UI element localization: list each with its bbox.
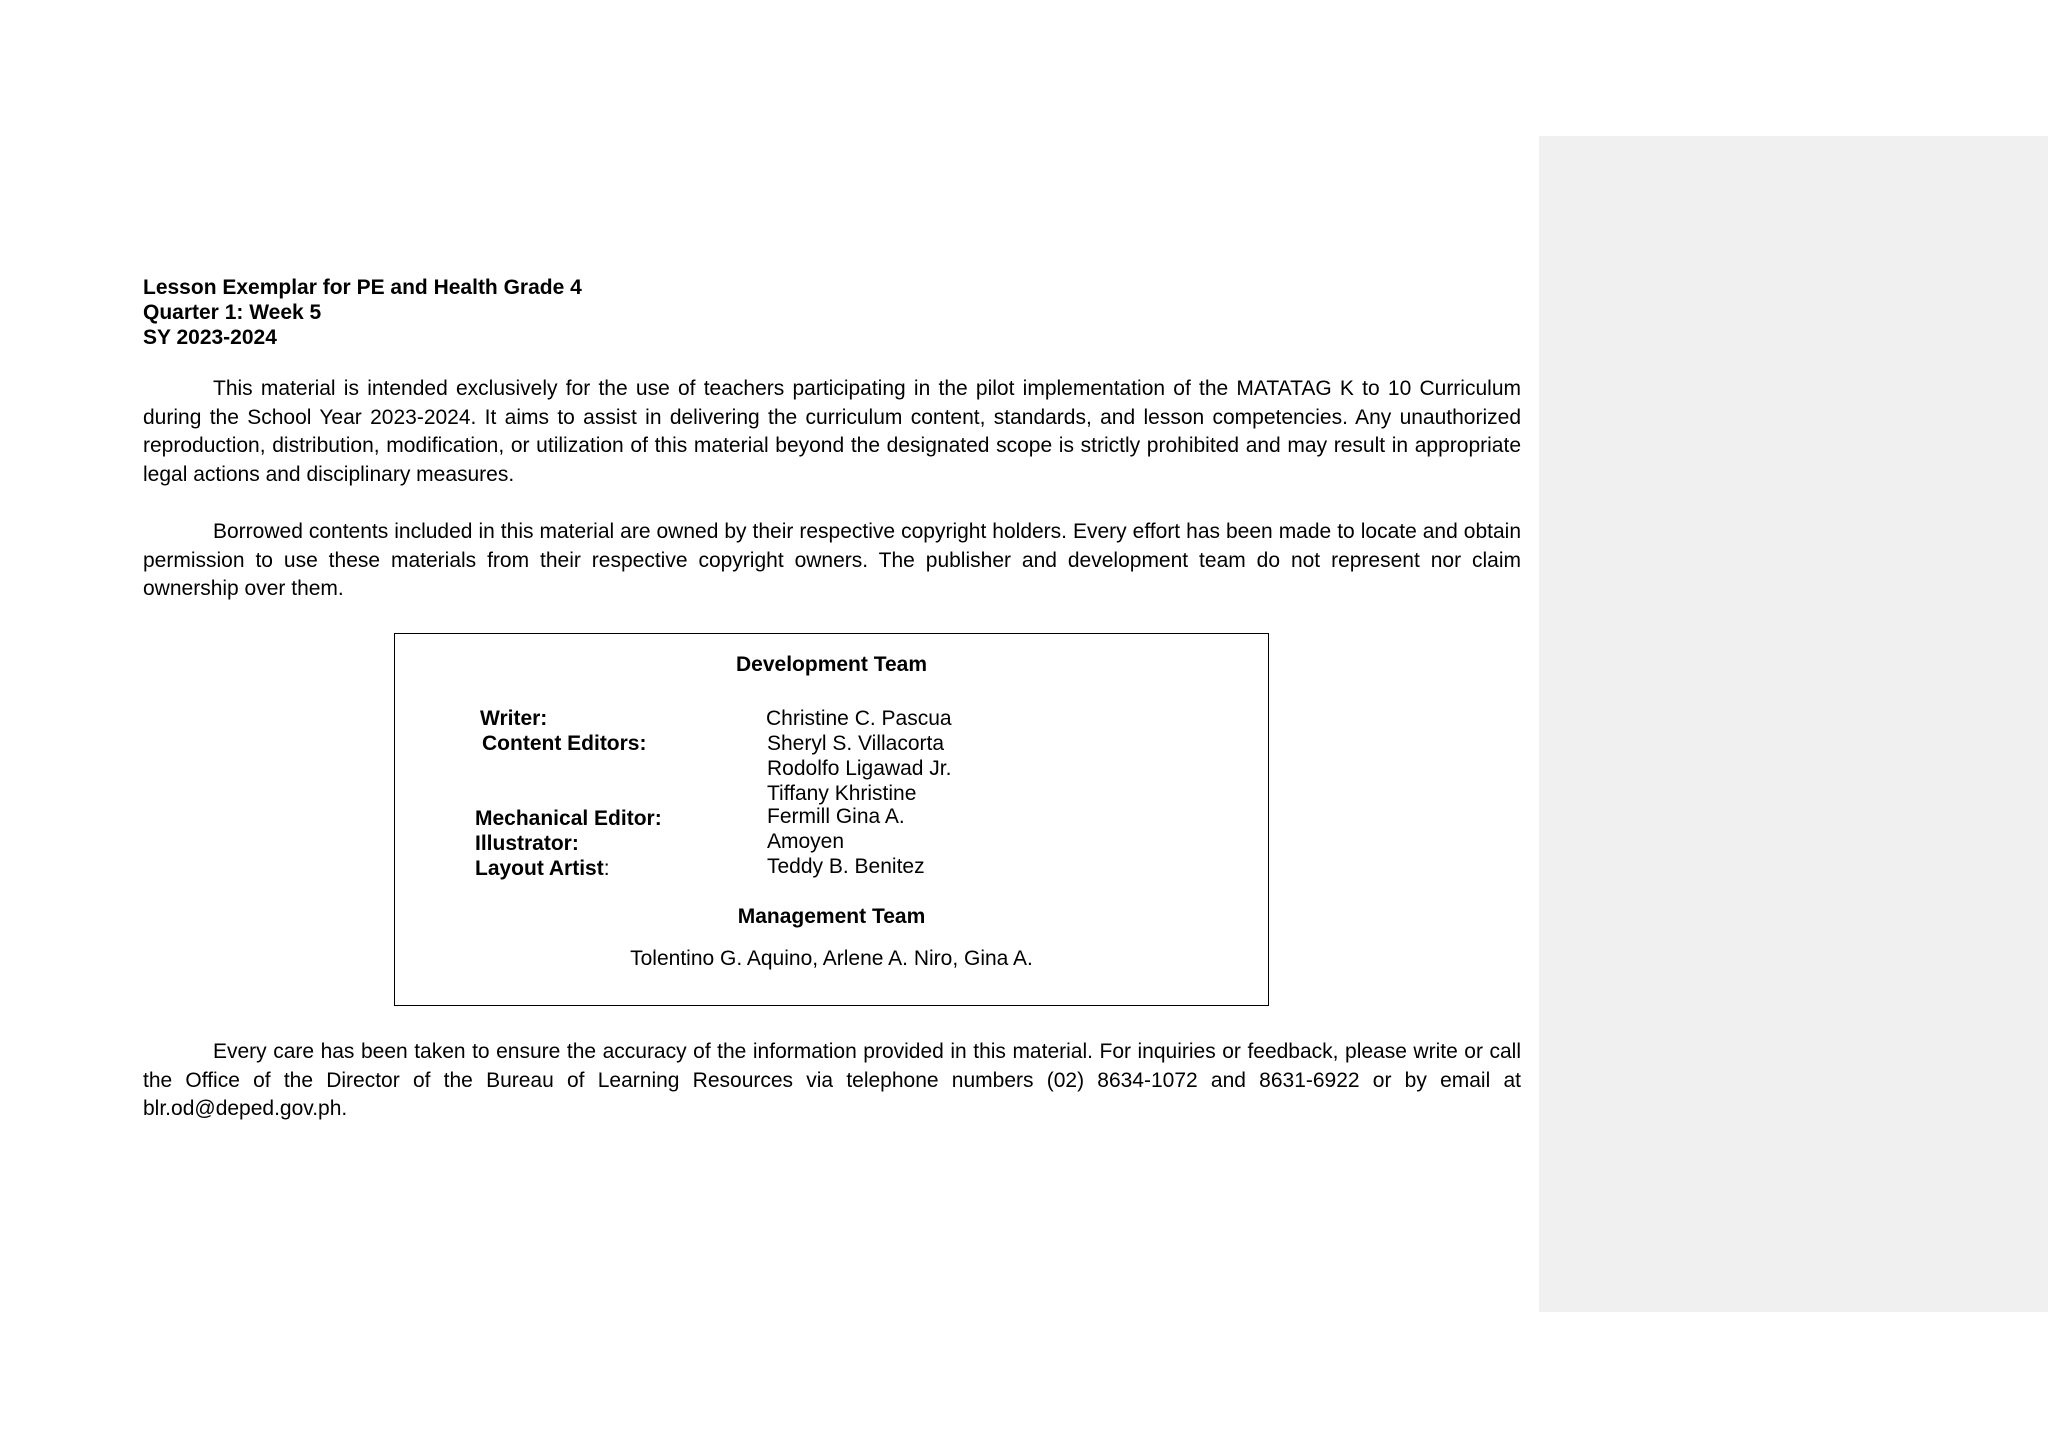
management-team-heading: Management Team [737,905,926,928]
layout-artist-label [475,857,610,881]
school-year: SY 2023-2024 [143,326,277,349]
document-header [143,275,582,350]
document-title: Lesson Exemplar for PE and Health Grade 4 [143,276,582,299]
content-editor-name: Sheryl S. Villacorta [767,732,945,755]
illustrator-name: Amoyen [767,830,845,853]
writer-name: Christine C. Pascua [766,707,952,730]
development-team-heading: Development Team [736,653,927,676]
contact-paragraph: Every care has been taken to ensure the accuracy of the information provided in this material. For inquiries or feedback, please write or call the Office of the Director of the Bureau of Learning Resources via telephone numbers (02) 8634-1072 and 8631-6922 or by email at blr.od@deped.gov.ph. [143,1040,1521,1120]
usage-notice-paragraph: This material is intended exclusively for the use of teachers participating in the pilot implementation of the MATATAG K to 10 Curriculum during the School Year 2023-2024. It aims to assist in delivering the curriculum content, standards, and lesson competencies. Any unauthorized reproduction, distribution, modification, or utilization of this material beyond the designated scope is strictly prohibited and may result in appropriate legal actions and disciplinary measures. [143,377,1521,486]
mechanical-editor-name: Fermill Gina A. [767,805,905,828]
mechanical-editor-label: Mechanical Editor: [475,807,662,830]
content-editor-name: Rodolfo Ligawad Jr. [767,757,952,780]
layout-artist-colon: : [603,857,610,880]
layout-artist-name: Teddy B. Benitez [767,855,925,878]
management-team-names: Tolentino G. Aquino, Arlene A. Niro, Gina A. [630,947,1033,970]
team-credits-box [394,633,1269,1006]
quarter-week: Quarter 1: Week 5 [143,301,322,324]
side-panel [1539,136,2048,1312]
layout-artist-label-text: Layout Artist [475,857,604,880]
illustrator-label: Illustrator: [475,832,579,855]
content-editor-name: Tiffany Khristine [767,782,917,805]
writer-label: Writer: [480,707,548,730]
content-editors-label: Content Editors: [482,732,647,755]
copyright-paragraph: Borrowed contents included in this material are owned by their respective copyright holders. Every effort has been made to locate and obtain permission to use these materials from their respective copyright owners. The publisher and development team do not represent nor claim ownership over them. [143,520,1521,600]
